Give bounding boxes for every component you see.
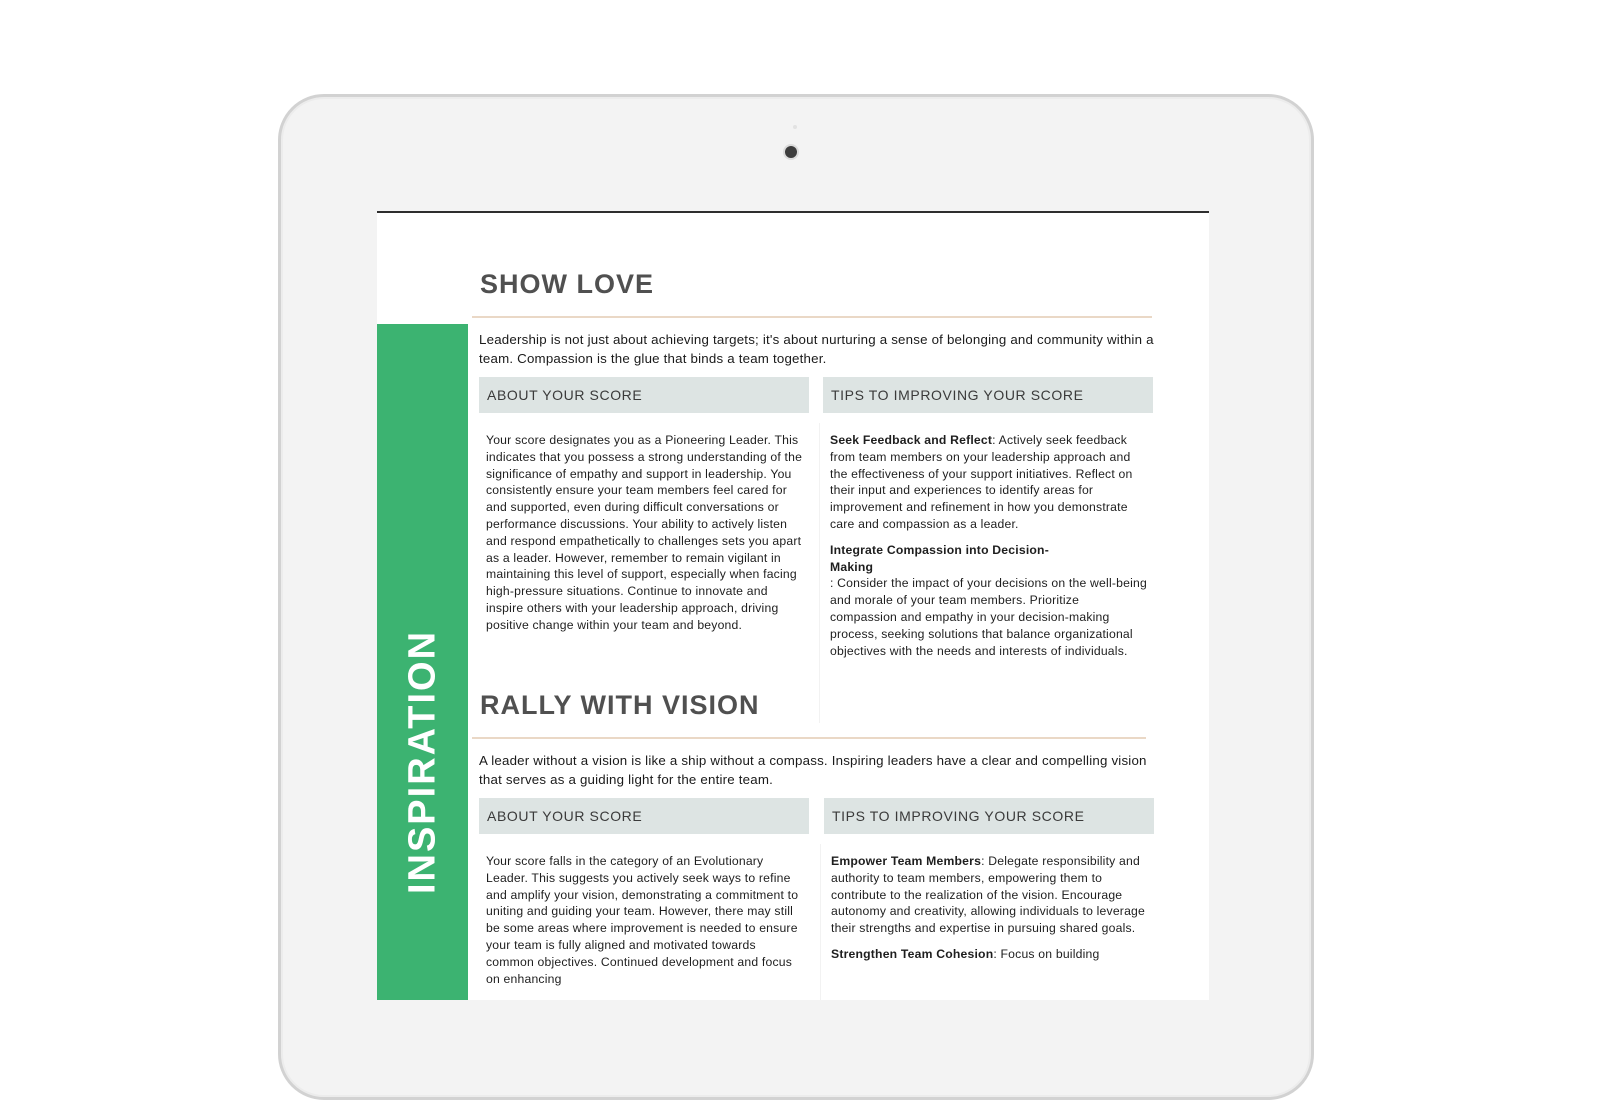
- section-divider: [472, 737, 1146, 739]
- tip-item-cont: : Consider the impact of your decisions on the well-being and morale of your team members. Prioritize compassion and empathy in your decision-making process, seeking solutions that balance organizational objectives with the needs and interests of individuals.: [830, 576, 1147, 658]
- column-divider: [820, 844, 821, 1000]
- tip-item: Strengthen Team Cohesion: Focus on building: [831, 946, 1100, 961]
- category-label: INSPIRATION: [401, 629, 444, 895]
- category-band: [377, 324, 468, 1000]
- tips-header: TIPS TO IMPROVING YOUR SCORE: [824, 798, 1154, 834]
- tips-list: [831, 853, 1149, 972]
- sensor-dot: [793, 125, 797, 129]
- about-score-text: Your score falls in the category of an Evolutionary Leader. This suggests you actively seek ways to refine and amplify your vision, demonstrating a commitment to uniting and guiding your team. However, there may still be some areas where improvement is needed to ensure your team is fully aligned and motivated towards common objectives. Continued development and focus on enhancing: [486, 854, 799, 986]
- tip-item: Empower Team Members: Delegate responsibility and authority to team members, empowering them to contribute to the realization of the vision. Encourage autonomy and creativity, allowing individuals to leverage their strengths and expertise in pursuing shared goals.: [831, 854, 1145, 936]
- document-screen[interactable]: [377, 211, 1209, 1000]
- tips-list: [830, 432, 1148, 668]
- column-divider: [819, 423, 820, 723]
- tip-item: Seek Feedback and Reflect: Actively seek feedback from team members on your leadership approach and the effectiveness of your support initiatives. Reflect on their input and experiences to identify areas for improvement and refinement in how you demonstrate care and compassion as a leader.: [830, 433, 1133, 531]
- about-score-text: Your score designates you as a Pioneering Leader. This indicates that you possess a strong understanding of the significance of empathy and support in leadership. You consistently ensure your team members feel cared for and supported, even during difficult conversations or performance discussions. Your ability to actively listen and respond empathetically to challenges sets you apart as a leader. However, remember to remain vigilant in maintaining this level of support, especially when facing high-pressure situations. Continue to innovate and inspire others with your leadership approach, driving positive change within your team and beyond.: [486, 433, 803, 632]
- tip-item: Integrate Compassion into Decision-Making: [830, 542, 1049, 574]
- about-score-header: ABOUT YOUR SCORE: [479, 798, 809, 834]
- tips-header: TIPS TO IMPROVING YOUR SCORE: [823, 377, 1153, 413]
- section-divider: [472, 316, 1152, 318]
- section-intro: Leadership is not just about achieving targets; it's about nurturing a sense of belonging and community within a team. Compassion is the glue that binds a team together.: [479, 332, 1154, 366]
- section-title: RALLY WITH VISION: [480, 690, 760, 720]
- section-title: SHOW LOVE: [480, 269, 655, 299]
- section-intro: A leader without a vision is like a ship without a compass. Inspiring leaders have a clear and compelling vision that serves as a guiding light for the entire team.: [479, 753, 1147, 787]
- camera-icon: [785, 146, 797, 158]
- about-score-header: ABOUT YOUR SCORE: [479, 377, 809, 413]
